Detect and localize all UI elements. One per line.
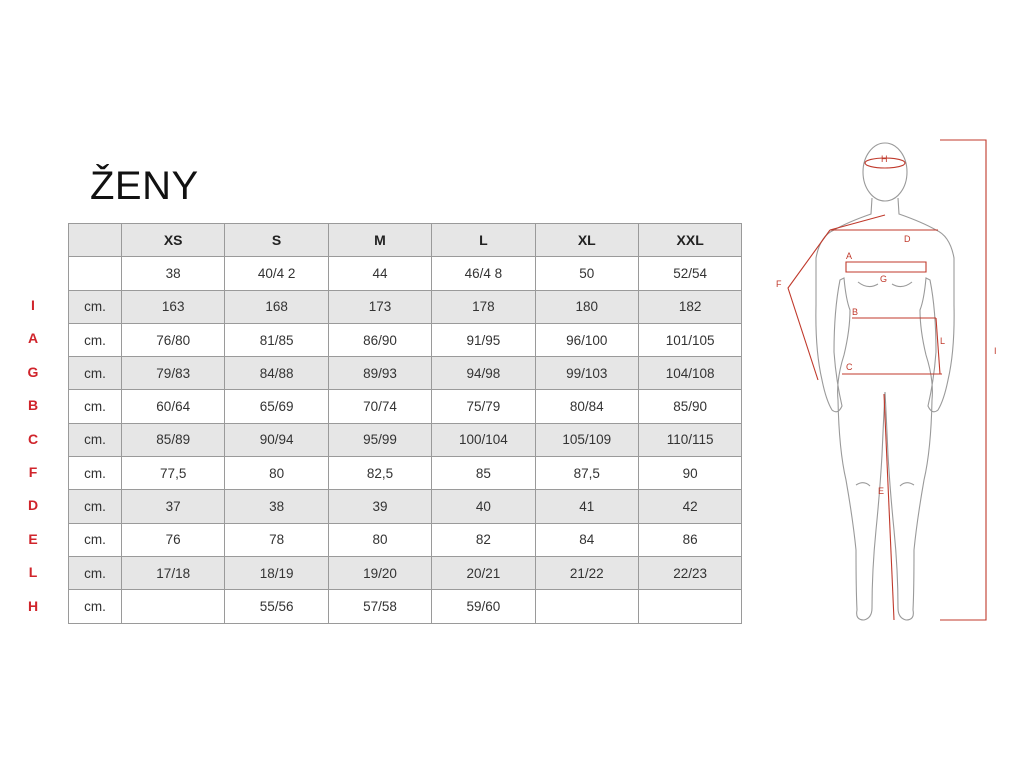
- table-cell: 17/18: [122, 556, 225, 589]
- table-row: [69, 390, 742, 423]
- table-row: [69, 423, 742, 456]
- measurement-key-column: [22, 289, 44, 623]
- table-cell: 46/4 8: [432, 257, 535, 290]
- table-cell: 91/95: [432, 323, 535, 356]
- label-e: E: [878, 486, 885, 496]
- table-row: [69, 290, 742, 323]
- table-cell: 20/21: [432, 556, 535, 589]
- body-outline: [816, 143, 954, 620]
- table-cell: 19/20: [328, 556, 431, 589]
- table-cell: 163: [122, 290, 225, 323]
- unit-cell: cm.: [69, 323, 122, 356]
- table-cell: 87,5: [535, 457, 638, 490]
- unit-cell: cm.: [69, 390, 122, 423]
- size-header-row: [69, 224, 742, 257]
- size-table: [68, 223, 742, 624]
- table-cell: 55/56: [225, 590, 328, 623]
- table-cell: 38: [122, 257, 225, 290]
- table-cell: 96/100: [535, 323, 638, 356]
- table-row: [69, 457, 742, 490]
- table-cell: 44: [328, 257, 431, 290]
- table-cell: 95/99: [328, 423, 431, 456]
- measurement-key-a: A: [27, 330, 39, 347]
- table-cell: 82: [432, 523, 535, 556]
- table-cell: [535, 590, 638, 623]
- size-header-m: M: [328, 224, 431, 257]
- table-cell: 80: [328, 523, 431, 556]
- measurement-lines: [788, 140, 986, 620]
- table-cell: 59/60: [432, 590, 535, 623]
- table-cell: 37: [122, 490, 225, 523]
- eu-size-row: [69, 257, 742, 290]
- table-cell: 168: [225, 290, 328, 323]
- label-i: I: [994, 346, 997, 356]
- table-cell: 90: [638, 457, 741, 490]
- table-cell: 80: [225, 457, 328, 490]
- table-cell: 41: [535, 490, 638, 523]
- unit-cell: cm.: [69, 590, 122, 623]
- table-cell: 99/103: [535, 357, 638, 390]
- table-cell: 178: [432, 290, 535, 323]
- page-title: ŽENY: [90, 164, 199, 208]
- table-cell: 18/19: [225, 556, 328, 589]
- unit-cell: cm.: [69, 523, 122, 556]
- table-row: [69, 357, 742, 390]
- table-cell: [638, 590, 741, 623]
- table-cell: 104/108: [638, 357, 741, 390]
- table-cell: 180: [535, 290, 638, 323]
- table-cell: 110/115: [638, 423, 741, 456]
- table-cell: 100/104: [432, 423, 535, 456]
- table-cell: 90/94: [225, 423, 328, 456]
- table-cell: 40/4 2: [225, 257, 328, 290]
- table-cell: 89/93: [328, 357, 431, 390]
- table-cell: 77,5: [122, 457, 225, 490]
- table-cell: 79/83: [122, 357, 225, 390]
- table-cell: 101/105: [638, 323, 741, 356]
- unit-cell: cm.: [69, 290, 122, 323]
- measurement-key-h: H: [27, 597, 39, 614]
- unit-cell: cm.: [69, 423, 122, 456]
- header-corner: [69, 224, 122, 257]
- measurement-key-d: D: [27, 497, 39, 514]
- table-cell: 173: [328, 290, 431, 323]
- measurement-key-g: G: [27, 363, 39, 380]
- table-cell: 40: [432, 490, 535, 523]
- table-row: [69, 556, 742, 589]
- eu-row-label: [69, 257, 122, 290]
- measurement-key-c: C: [27, 430, 39, 447]
- measurement-key-f: F: [28, 463, 38, 480]
- table-cell: 52/54: [638, 257, 741, 290]
- table-cell: 70/74: [328, 390, 431, 423]
- table-row: [69, 323, 742, 356]
- label-l: L: [940, 336, 946, 346]
- unit-cell: cm.: [69, 357, 122, 390]
- label-c: C: [846, 362, 853, 372]
- table-cell: 94/98: [432, 357, 535, 390]
- table-cell: 81/85: [225, 323, 328, 356]
- table-cell: 65/69: [225, 390, 328, 423]
- size-header-xxl: XXL: [638, 224, 741, 257]
- table-cell: 57/58: [328, 590, 431, 623]
- label-h: H: [881, 154, 888, 164]
- measurement-key-e: E: [28, 530, 38, 547]
- table-cell: 21/22: [535, 556, 638, 589]
- label-g: G: [880, 274, 888, 284]
- size-header-xs: XS: [122, 224, 225, 257]
- table-cell: 86/90: [328, 323, 431, 356]
- table-cell: 38: [225, 490, 328, 523]
- table-cell: 85/90: [638, 390, 741, 423]
- label-d: D: [904, 234, 911, 244]
- table-row: [69, 523, 742, 556]
- label-b: B: [852, 307, 859, 317]
- body-measurement-figure: [760, 130, 1024, 630]
- measurement-key-i: I: [31, 297, 35, 313]
- unit-cell: cm.: [69, 490, 122, 523]
- table-cell: [122, 590, 225, 623]
- measurement-key-l: L: [28, 564, 38, 581]
- table-cell: 75/79: [432, 390, 535, 423]
- measurement-key-b: B: [27, 397, 39, 414]
- size-header-s: S: [225, 224, 328, 257]
- size-header-xl: XL: [535, 224, 638, 257]
- table-row: [69, 490, 742, 523]
- table-cell: 50: [535, 257, 638, 290]
- label-f: F: [776, 279, 782, 289]
- table-cell: 80/84: [535, 390, 638, 423]
- table-cell: 60/64: [122, 390, 225, 423]
- size-header-l: L: [432, 224, 535, 257]
- table-cell: 85: [432, 457, 535, 490]
- table-cell: 182: [638, 290, 741, 323]
- table-cell: 39: [328, 490, 431, 523]
- table-cell: 22/23: [638, 556, 741, 589]
- table-cell: 84: [535, 523, 638, 556]
- label-a: A: [846, 251, 853, 261]
- table-cell: 85/89: [122, 423, 225, 456]
- table-cell: 82,5: [328, 457, 431, 490]
- table-cell: 84/88: [225, 357, 328, 390]
- unit-cell: cm.: [69, 556, 122, 589]
- table-cell: 78: [225, 523, 328, 556]
- table-cell: 42: [638, 490, 741, 523]
- table-cell: 76: [122, 523, 225, 556]
- table-cell: 86: [638, 523, 741, 556]
- table-cell: 105/109: [535, 423, 638, 456]
- unit-cell: cm.: [69, 457, 122, 490]
- table-row: [69, 590, 742, 623]
- table-cell: 76/80: [122, 323, 225, 356]
